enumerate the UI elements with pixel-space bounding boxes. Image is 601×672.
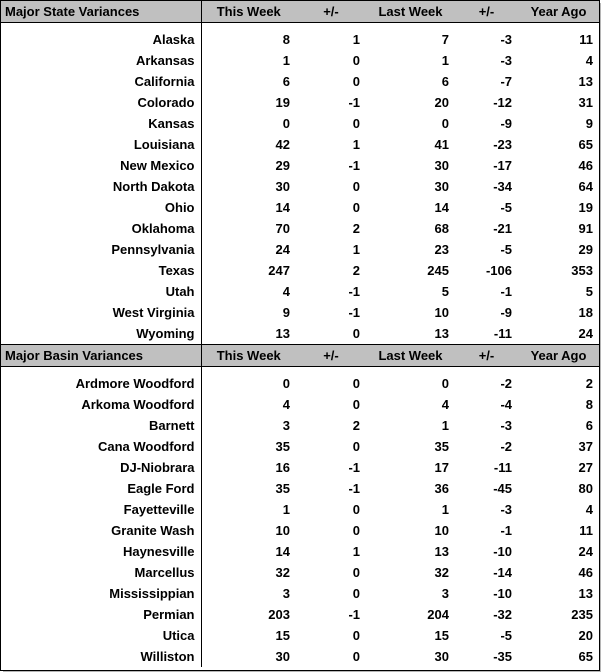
last-week-value: 30	[434, 158, 449, 173]
this-week-value: 30	[275, 649, 290, 664]
year-ago-value: 11	[579, 523, 593, 538]
last-week-value: 30	[434, 649, 449, 664]
this-week-value: 13	[275, 326, 290, 341]
table-row	[1, 478, 599, 499]
this-week-value: 9	[282, 305, 290, 320]
last-week-value: 3	[441, 586, 449, 601]
year-ago-value: 4	[585, 502, 593, 517]
last-week-value: 10	[434, 523, 449, 538]
change-year-value: -35	[493, 649, 512, 664]
this-week-value: 0	[282, 376, 290, 391]
change-year-value: -11	[493, 326, 512, 341]
last-week-value: 4	[441, 397, 449, 412]
change-year-value: -9	[500, 116, 512, 131]
table-row	[1, 583, 599, 604]
header-change-year: +/-	[455, 1, 518, 23]
year-ago-value: 46	[578, 565, 593, 580]
year-ago-value: 4	[585, 53, 593, 68]
this-week-value: 4	[282, 397, 290, 412]
this-week-value: 14	[275, 200, 290, 215]
this-week-value: 4	[282, 284, 290, 299]
table-row	[1, 155, 599, 176]
table-row	[1, 520, 599, 541]
year-ago-value: 27	[578, 460, 593, 475]
row-name: Barnett	[1, 415, 201, 436]
variances-table	[1, 1, 599, 667]
last-week-value: 6	[441, 74, 449, 89]
table-row	[1, 113, 599, 134]
change-week-value: -1	[348, 481, 360, 496]
this-week-value: 14	[275, 544, 290, 559]
this-week-value: 1	[282, 502, 290, 517]
change-week-value: 0	[352, 326, 360, 341]
change-year-value: -3	[500, 32, 512, 47]
basin-header-row	[1, 345, 599, 367]
row-name: Texas	[1, 260, 201, 281]
row-name: Oklahoma	[1, 218, 201, 239]
table-row	[1, 415, 599, 436]
this-week-value: 10	[275, 523, 290, 538]
year-ago-value: 13	[578, 586, 593, 601]
table-row	[1, 92, 599, 113]
row-name: Kansas	[1, 113, 201, 134]
change-week-value: 2	[352, 418, 360, 433]
last-week-value: 36	[434, 481, 449, 496]
this-week-value: 24	[275, 242, 290, 257]
change-year-value: -17	[493, 158, 512, 173]
row-name: Ardmore Woodford	[1, 373, 201, 394]
year-ago-value: 11	[579, 32, 593, 47]
row-name: Williston	[1, 646, 201, 667]
table-row	[1, 134, 599, 155]
last-week-value: 1	[441, 418, 449, 433]
table-row	[1, 302, 599, 323]
table-row	[1, 71, 599, 92]
header-change-week: +/-	[296, 1, 366, 23]
table-row	[1, 394, 599, 415]
change-year-value: -34	[493, 179, 512, 194]
last-week-value: 1	[441, 53, 449, 68]
change-week-value: 1	[352, 242, 360, 257]
table-row	[1, 373, 599, 394]
year-ago-value: 2	[585, 376, 593, 391]
change-week-value: 0	[352, 179, 360, 194]
header-year-ago: Year Ago	[518, 1, 599, 23]
table-row	[1, 457, 599, 478]
change-year-value: -7	[500, 74, 512, 89]
change-year-value: -5	[500, 200, 512, 215]
row-name: Utah	[1, 281, 201, 302]
this-week-value: 29	[275, 158, 290, 173]
row-name: Colorado	[1, 92, 201, 113]
change-year-value: -12	[493, 95, 512, 110]
year-ago-value: 24	[578, 544, 593, 559]
change-week-value: 0	[352, 376, 360, 391]
header-change-year: +/-	[455, 345, 518, 367]
change-week-value: -1	[348, 460, 360, 475]
last-week-value: 1	[441, 502, 449, 517]
last-week-value: 14	[434, 200, 449, 215]
year-ago-value: 19	[578, 200, 593, 215]
last-week-value: 0	[441, 376, 449, 391]
this-week-value: 70	[275, 221, 290, 236]
year-ago-value: 80	[578, 481, 593, 496]
this-week-value: 0	[282, 116, 290, 131]
table-row	[1, 541, 599, 562]
last-week-value: 13	[434, 544, 449, 559]
change-week-value: -1	[348, 607, 360, 622]
basin-section-title: Major Basin Variances	[1, 345, 201, 367]
year-ago-value: 13	[578, 74, 593, 89]
change-week-value: 0	[352, 439, 360, 454]
header-this-week: This Week	[201, 1, 296, 23]
this-week-value: 8	[282, 32, 290, 47]
change-year-value: -21	[493, 221, 512, 236]
change-year-value: -9	[500, 305, 512, 320]
table-row	[1, 562, 599, 583]
change-week-value: 0	[352, 649, 360, 664]
last-week-value: 17	[434, 460, 449, 475]
change-year-value: -2	[500, 439, 512, 454]
table-row	[1, 29, 599, 50]
row-name: Pennsylvania	[1, 239, 201, 260]
table-row	[1, 436, 599, 457]
change-year-value: -3	[500, 418, 512, 433]
change-week-value: 0	[352, 397, 360, 412]
change-week-value: 0	[352, 116, 360, 131]
change-week-value: -1	[348, 284, 360, 299]
row-name: Granite Wash	[1, 520, 201, 541]
table-row	[1, 625, 599, 646]
this-week-value: 247	[268, 263, 290, 278]
row-name: Permian	[1, 604, 201, 625]
change-week-value: 0	[352, 586, 360, 601]
year-ago-value: 37	[578, 439, 593, 454]
state-header-row	[1, 1, 599, 23]
change-week-value: 0	[352, 523, 360, 538]
year-ago-value: 29	[578, 242, 593, 257]
last-week-value: 204	[427, 607, 449, 622]
row-name: Fayetteville	[1, 499, 201, 520]
change-week-value: 1	[352, 544, 360, 559]
year-ago-value: 65	[578, 649, 593, 664]
change-week-value: -1	[348, 158, 360, 173]
year-ago-value: 24	[578, 326, 593, 341]
change-year-value: -3	[500, 502, 512, 517]
table-row	[1, 50, 599, 71]
year-ago-value: 91	[578, 221, 593, 236]
this-week-value: 35	[275, 439, 290, 454]
row-name: West Virginia	[1, 302, 201, 323]
last-week-value: 10	[434, 305, 449, 320]
change-year-value: -32	[493, 607, 512, 622]
change-week-value: -1	[348, 305, 360, 320]
row-name: Wyoming	[1, 323, 201, 345]
year-ago-value: 353	[571, 263, 593, 278]
table-row	[1, 499, 599, 520]
year-ago-value: 64	[578, 179, 593, 194]
change-week-value: 0	[352, 53, 360, 68]
row-name: Arkoma Woodford	[1, 394, 201, 415]
year-ago-value: 20	[578, 628, 593, 643]
row-name: California	[1, 71, 201, 92]
change-year-value: -4	[500, 397, 512, 412]
year-ago-value: 65	[578, 137, 593, 152]
last-week-value: 68	[434, 221, 449, 236]
change-year-value: -1	[500, 284, 512, 299]
row-name: Haynesville	[1, 541, 201, 562]
header-this-week: This Week	[201, 345, 296, 367]
change-week-value: 1	[352, 137, 360, 152]
table-row	[1, 646, 599, 667]
this-week-value: 19	[275, 95, 290, 110]
last-week-value: 245	[427, 263, 449, 278]
row-name: Alaska	[1, 29, 201, 50]
this-week-value: 3	[282, 586, 290, 601]
change-week-value: 2	[352, 263, 360, 278]
row-name: Mississippian	[1, 583, 201, 604]
last-week-value: 23	[434, 242, 449, 257]
year-ago-value: 8	[585, 397, 593, 412]
change-week-value: 1	[352, 32, 360, 47]
header-year-ago: Year Ago	[518, 345, 599, 367]
this-week-value: 203	[268, 607, 290, 622]
change-year-value: -1	[500, 523, 512, 538]
year-ago-value: 9	[585, 116, 593, 131]
last-week-value: 35	[434, 439, 449, 454]
year-ago-value: 5	[585, 284, 593, 299]
change-year-value: -23	[493, 137, 512, 152]
row-name: North Dakota	[1, 176, 201, 197]
last-week-value: 5	[441, 284, 449, 299]
change-year-value: -10	[493, 544, 512, 559]
change-year-value: -45	[493, 481, 512, 496]
change-week-value: 0	[352, 74, 360, 89]
row-name: New Mexico	[1, 155, 201, 176]
change-week-value: 0	[352, 628, 360, 643]
last-week-value: 7	[441, 32, 449, 47]
row-name: Marcellus	[1, 562, 201, 583]
year-ago-value: 46	[578, 158, 593, 173]
table-row	[1, 197, 599, 218]
year-ago-value: 6	[585, 418, 593, 433]
change-year-value: -11	[493, 460, 512, 475]
change-week-value: 0	[352, 200, 360, 215]
row-name: Utica	[1, 625, 201, 646]
row-name: DJ-Niobrara	[1, 457, 201, 478]
this-week-value: 16	[275, 460, 290, 475]
row-name: Ohio	[1, 197, 201, 218]
table-row	[1, 260, 599, 281]
header-last-week: Last Week	[366, 1, 455, 23]
table-row	[1, 323, 599, 345]
change-year-value: -3	[500, 53, 512, 68]
this-week-value: 6	[282, 74, 290, 89]
table-row	[1, 176, 599, 197]
row-name: Eagle Ford	[1, 478, 201, 499]
last-week-value: 0	[441, 116, 449, 131]
table-row	[1, 239, 599, 260]
header-change-week: +/-	[296, 345, 366, 367]
state-section-title: Major State Variances	[1, 1, 201, 23]
change-week-value: -1	[348, 95, 360, 110]
change-week-value: 2	[352, 221, 360, 236]
last-week-value: 13	[434, 326, 449, 341]
table-row	[1, 281, 599, 302]
change-year-value: -14	[493, 565, 512, 580]
row-name: Arkansas	[1, 50, 201, 71]
this-week-value: 3	[282, 418, 290, 433]
change-week-value: 0	[352, 502, 360, 517]
row-name: Cana Woodford	[1, 436, 201, 457]
header-last-week: Last Week	[366, 345, 455, 367]
change-year-value: -106	[485, 263, 512, 278]
this-week-value: 15	[275, 628, 290, 643]
change-week-value: 0	[352, 565, 360, 580]
change-year-value: -10	[493, 586, 512, 601]
change-year-value: -5	[500, 242, 512, 257]
row-name: Louisiana	[1, 134, 201, 155]
change-year-value: -5	[500, 628, 512, 643]
last-week-value: 41	[434, 137, 449, 152]
this-week-value: 30	[275, 179, 290, 194]
last-week-value: 20	[434, 95, 449, 110]
year-ago-value: 18	[578, 305, 593, 320]
last-week-value: 30	[434, 179, 449, 194]
table-row	[1, 604, 599, 625]
table-row	[1, 218, 599, 239]
this-week-value: 1	[282, 53, 290, 68]
year-ago-value: 235	[571, 607, 593, 622]
this-week-value: 35	[275, 481, 290, 496]
this-week-value: 32	[275, 565, 290, 580]
last-week-value: 32	[434, 565, 449, 580]
this-week-value: 42	[275, 137, 290, 152]
year-ago-value: 31	[578, 95, 593, 110]
last-week-value: 15	[434, 628, 449, 643]
change-year-value: -2	[500, 376, 512, 391]
